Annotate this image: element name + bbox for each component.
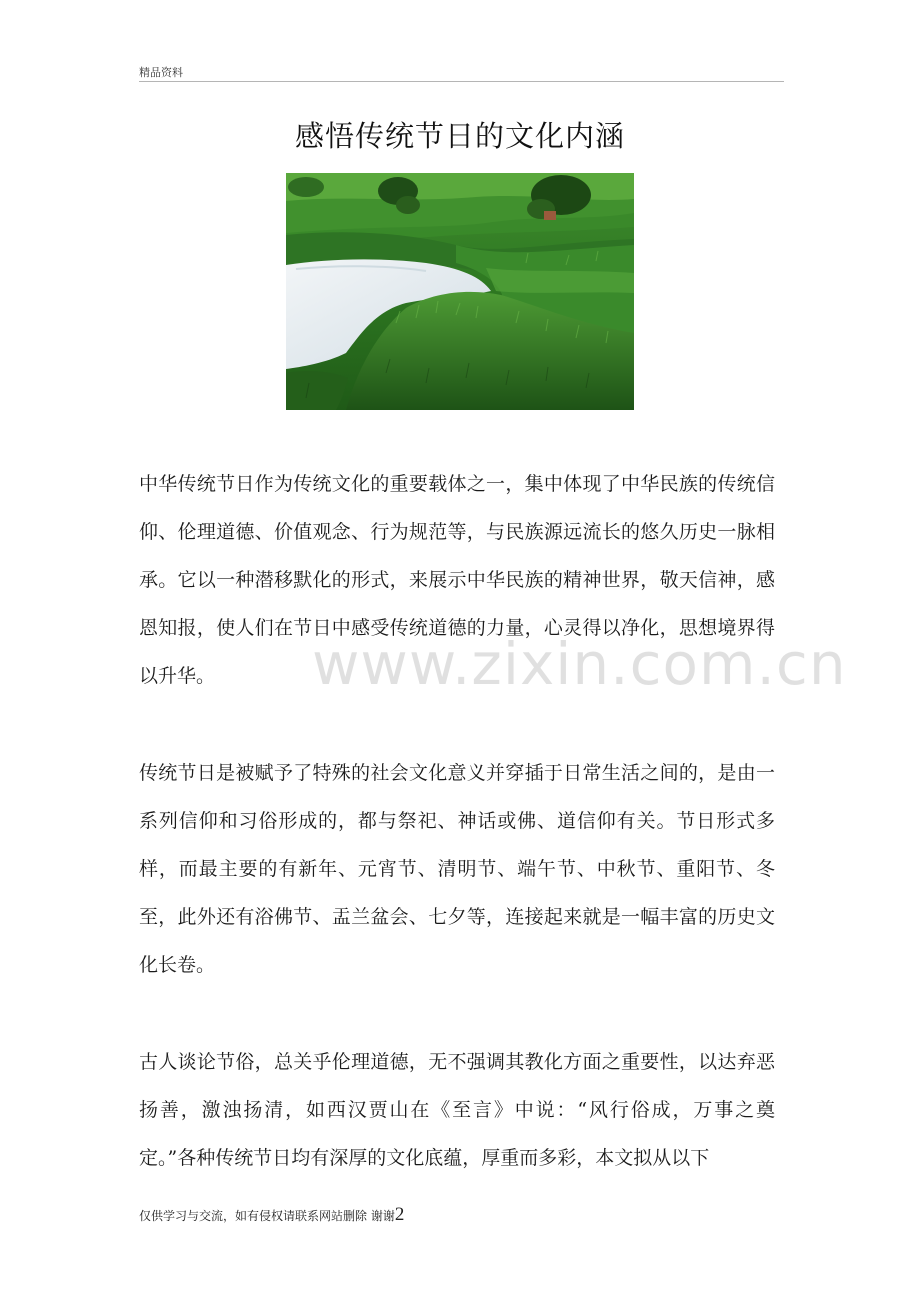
footer-text: 仅供学习与交流，如有侵权请联系网站删除 谢谢 [139, 1209, 395, 1223]
header-label: 精品资料 [139, 66, 183, 79]
footer [139, 1204, 404, 1226]
page-number: 2 [394, 1204, 405, 1225]
landscape-photo [286, 173, 634, 410]
paragraph-1: 中华传统节日作为传统文化的重要载体之一，集中体现了中华民族的传统信仰、伦理道德、价值观念、行为规范等，与民族源远流长的悠久历史一脉相承。它以一种潜移默化的形式，来展示中华民族的精神世界，敬天信神，感恩知报，使人们在节日中感受传统道德的力量，心灵得以净化，思想境界得以升华。 [139, 473, 775, 687]
paragraph-3: 古人谈论节俗，总关乎伦理道德，无不强调其教化方面之重要性，以达弃恶扬善，激浊扬清，如西汉贾山在《至言》中说：“风行俗成，万事之奠定。”各种传统节日均有深厚的文化底蕴，厚重而多彩，本文拟从以下 [139, 1051, 775, 1169]
watermark: www.zixin.com.cn [312, 630, 847, 698]
paragraph-2: 传统节日是被赋予了特殊的社会文化意义并穿插于日常生活之间的，是由一系列信仰和习俗形成的，都与祭祀、神话或佛、道信仰有关。节日形式多样，而最主要的有新年、元宵节、清明节、端午节、中秋节、重阳节、冬至，此外还有浴佛节、盂兰盆会、七夕等，连接起来就是一幅丰富的历史文化长卷。 [139, 762, 775, 976]
header-divider [139, 81, 784, 82]
document-title: 感悟传统节日的文化内涵 [294, 119, 625, 153]
